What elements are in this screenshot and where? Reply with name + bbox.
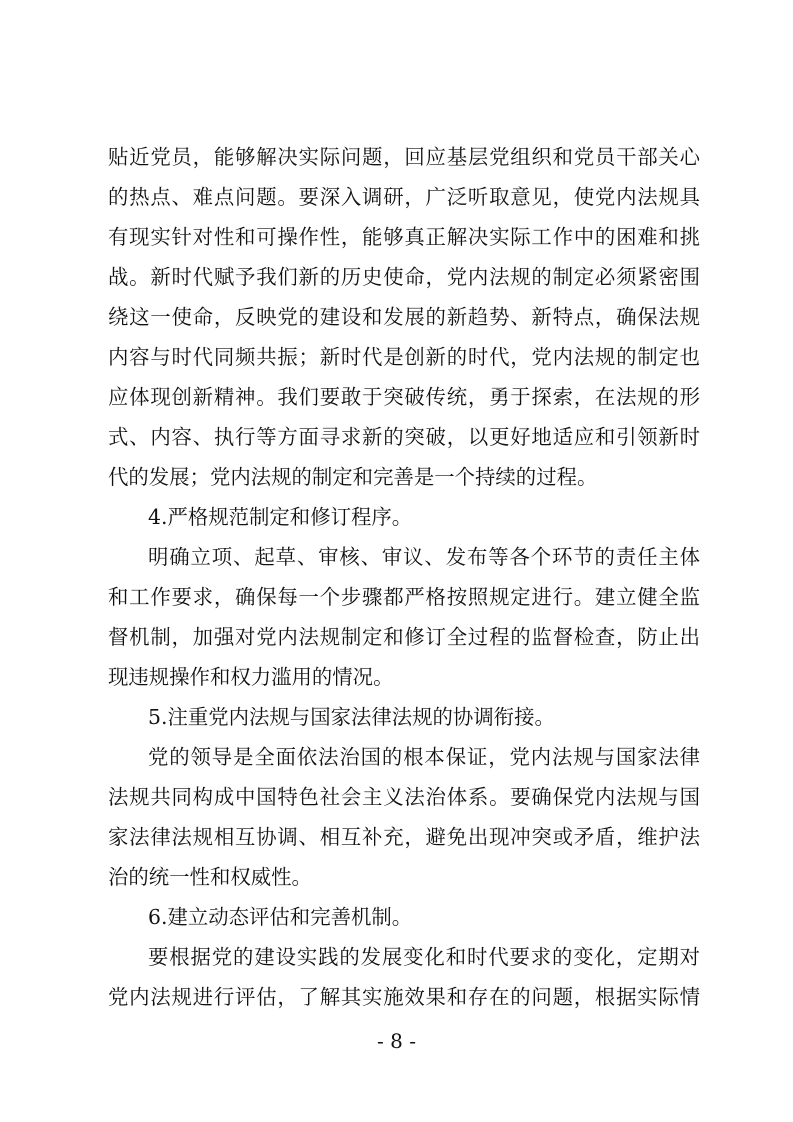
body-text-line: 党的领导是全面依法治国的根本保证，党内法规与国家法律 (148, 745, 700, 769)
section-heading: 4.严格规范制定和修订程序。 (148, 505, 413, 529)
body-text-line: 贴近党员，能够解决实际问题，回应基层党组织和党员干部关心 (108, 145, 700, 169)
body-text-line: 现违规操作和权力滥用的情况。 (108, 665, 394, 689)
body-text-line: 家法律法规相互协调、相互补充，避免出现冲突或矛盾，维护法 (108, 825, 700, 849)
body-text-line: 代的发展；党内法规的制定和完善是一个持续的过程。 (108, 465, 598, 489)
body-text-line: 有现实针对性和可操作性，能够真正解决实际工作中的困难和挑 (108, 225, 700, 249)
body-text-line: 内容与时代同频共振；新时代是创新的时代，党内法规的制定也 (108, 345, 700, 369)
page-number: - 8 - (377, 1029, 416, 1053)
body-text-line: 督机制，加强对党内法规制定和修订全过程的监督检查，防止出 (108, 625, 700, 649)
body-text-line: 的热点、难点问题。要深入调研，广泛听取意见，使党内法规具 (108, 185, 700, 209)
body-text-line: 应体现创新精神。我们要敢于突破传统，勇于探索，在法规的形 (108, 385, 700, 409)
body-text-line: 和工作要求，确保每一个步骤都严格按照规定进行。建立健全监 (108, 585, 700, 609)
body-text-line: 明确立项、起草、审核、审议、发布等各个环节的责任主体 (148, 545, 700, 569)
body-text-line: 治的统一性和权威性。 (108, 865, 312, 889)
section-heading: 5.注重党内法规与国家法律法规的协调衔接。 (148, 705, 555, 729)
body-text-line: 绕这一使命，反映党的建设和发展的新趋势、新特点，确保法规 (108, 305, 700, 329)
body-text-line: 要根据党的建设实践的发展变化和时代要求的变化，定期对 (148, 945, 700, 969)
body-text-line: 法规共同构成中国特色社会主义法治体系。要确保党内法规与国 (108, 785, 700, 809)
body-text-line: 党内法规进行评估，了解其实施效果和存在的问题，根据实际情 (108, 985, 700, 1009)
body-text-line: 战。新时代赋予我们新的历史使命，党内法规的制定必须紧密围 (108, 265, 700, 289)
section-heading: 6.建立动态评估和完善机制。 (148, 905, 413, 929)
body-text-line: 式、内容、执行等方面寻求新的突破，以更好地适应和引领新时 (108, 425, 700, 449)
